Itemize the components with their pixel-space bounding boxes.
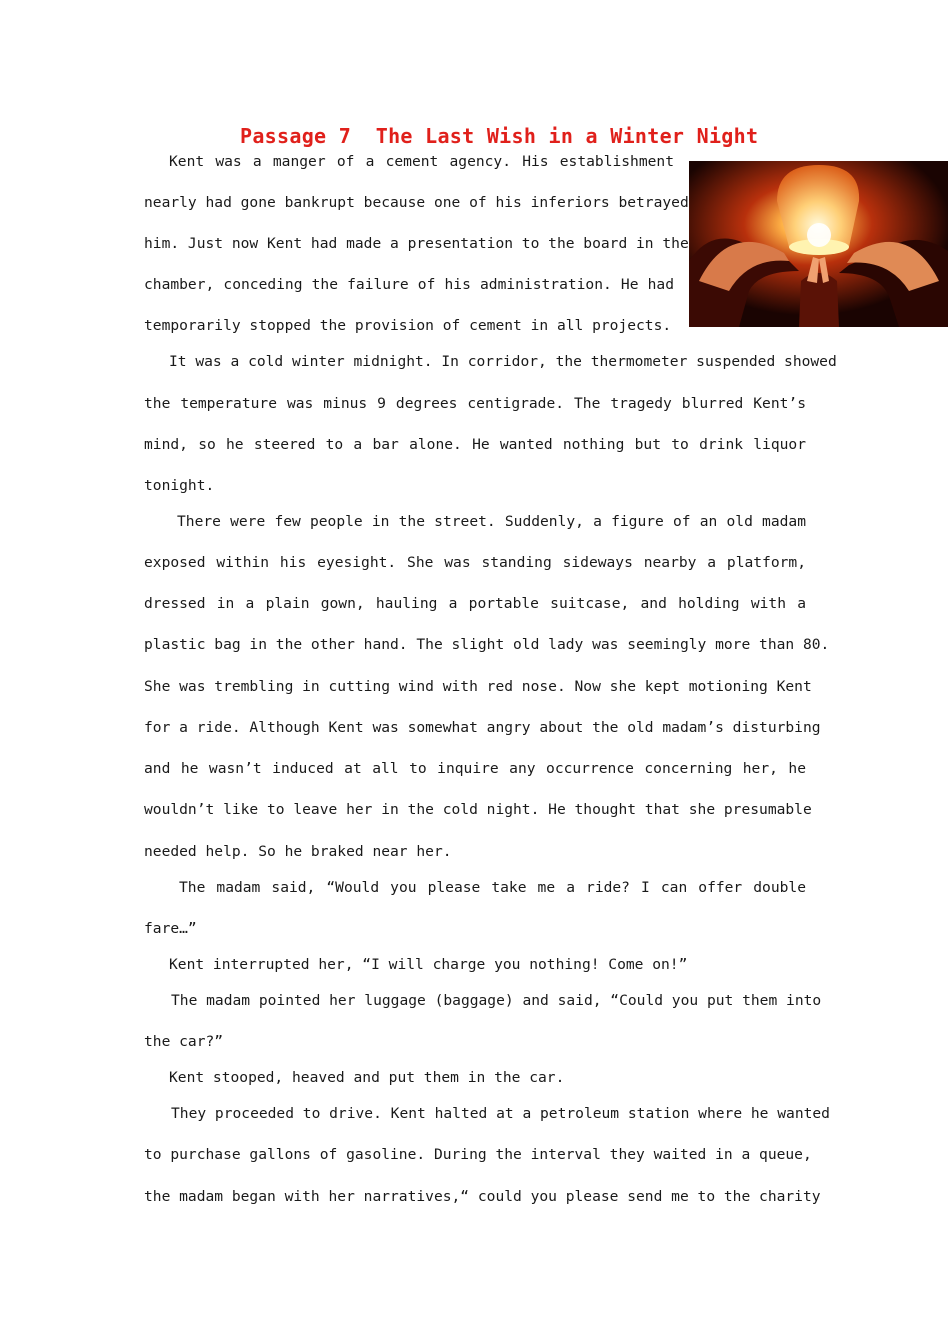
text-line: The madam pointed her luggage (baggage) and said, “Could you put them into — [171, 992, 822, 1009]
text-line: exposed within his eyesight. She was standing sideways nearby a platform, — [144, 554, 806, 571]
text-line: Kent was a manger of a cement agency. His establishment — [169, 153, 674, 170]
text-line: plastic bag in the other hand. The slight old lady was seemingly more than 80. — [144, 636, 830, 653]
text-line: The madam said, “Would you please take me a ride? I can offer double — [179, 879, 806, 896]
text-line: to purchase gallons of gasoline. During the interval they waited in a queue, — [144, 1146, 812, 1163]
text-line: mind, so he steered to a bar alone. He wanted nothing but to drink liquor — [144, 436, 806, 453]
text-line: temporarily stopped the provision of cement in all projects. — [144, 317, 672, 334]
text-line: chamber, conceding the failure of his administration. He had — [144, 276, 674, 293]
text-line: and he wasn’t induced at all to inquire any occurrence concerning her, he — [144, 760, 806, 777]
text-line: him. Just now Kent had made a presentation to the board in the — [144, 235, 689, 252]
text-line: They proceeded to drive. Kent halted at a petroleum station where he wanted — [171, 1105, 830, 1122]
text-line: nearly had gone bankrupt because one of his inferiors betrayed — [144, 194, 689, 211]
text-line: wouldn’t like to leave her in the cold night. He thought that she presumable — [144, 801, 812, 818]
text-line: Kent stooped, heaved and put them in the car. — [169, 1069, 565, 1086]
text-line: dressed in a plain gown, hauling a portable suitcase, and holding with a — [144, 595, 806, 612]
text-line: needed help. So he braked near her. — [144, 843, 452, 860]
text-line: tonight. — [144, 477, 215, 494]
text-line: for a ride. Although Kent was somewhat angry about the old madam’s disturbing — [144, 719, 821, 736]
text-line: She was trembling in cutting wind with red nose. Now she kept motioning Kent — [144, 678, 812, 695]
sky-lantern-photo — [689, 161, 948, 327]
text-line: the madam began with her narratives,“ could you please send me to the charity — [144, 1188, 821, 1205]
text-line: the car?” — [144, 1033, 224, 1050]
text-line: the temperature was minus 9 degrees centigrade. The tragedy blurred Kent’s — [144, 395, 806, 412]
text-line: It was a cold winter midnight. In corridor, the thermometer suspended showed — [169, 353, 837, 370]
text-line: There were few people in the street. Suddenly, a figure of an old madam — [177, 513, 806, 530]
text-line: Kent interrupted her, “I will charge you nothing! Come on!” — [169, 956, 688, 973]
passage-title: Passage 7 The Last Wish in a Winter Night — [240, 124, 759, 148]
text-line: fare…” — [144, 920, 197, 937]
